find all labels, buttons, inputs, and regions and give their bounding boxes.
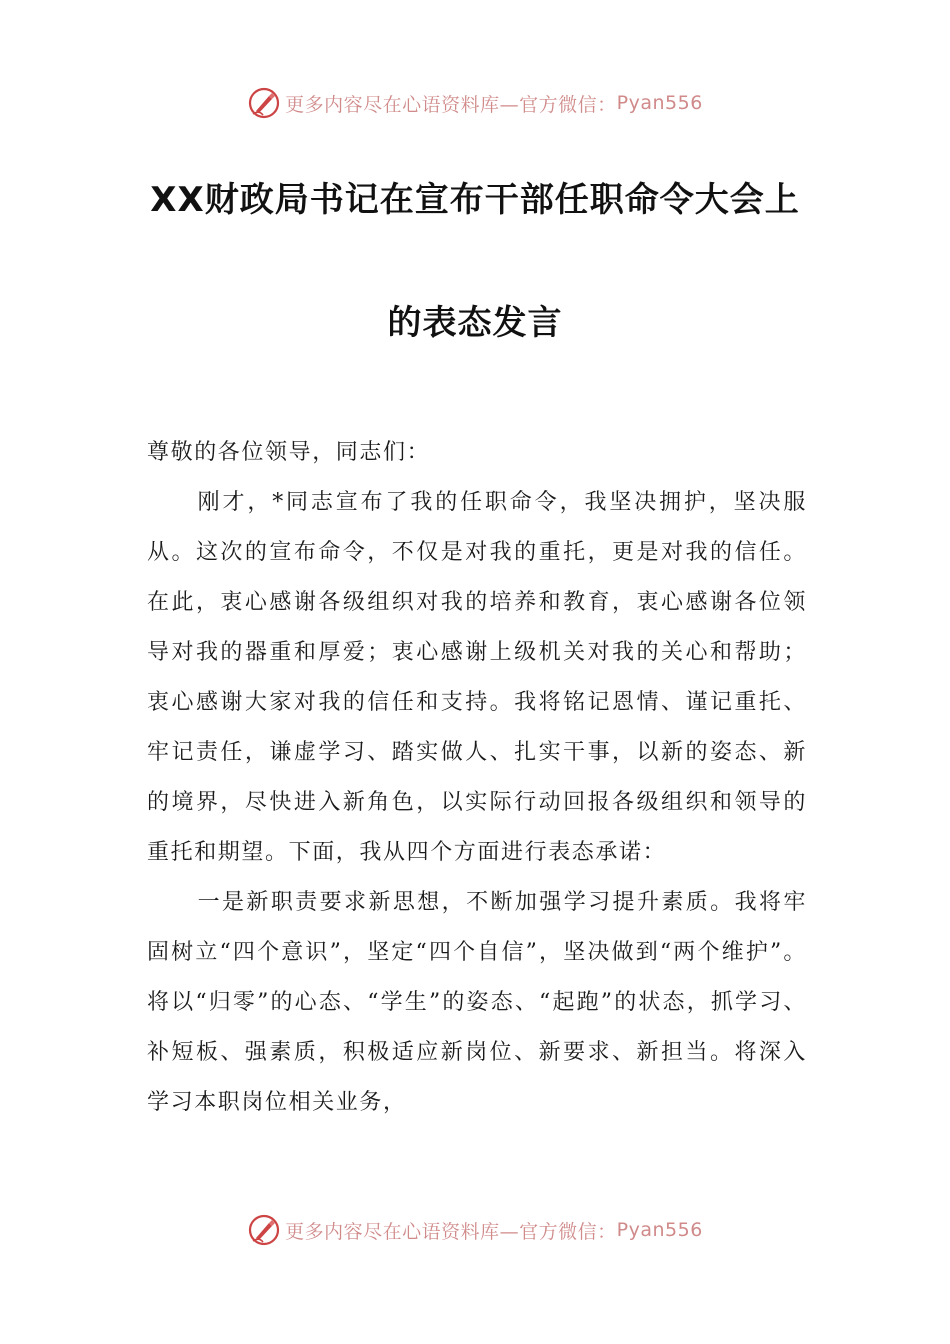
pen-logo-icon — [247, 1213, 281, 1247]
watermark-text: 更多内容尽在心语资料库—官方微信： — [285, 93, 617, 116]
footer-watermark — [0, 1210, 950, 1250]
watermark-wechat-id: Pyan556 — [616, 92, 703, 114]
pen-logo-icon — [247, 86, 281, 120]
document-title-line-2: 的表态发言 — [387, 303, 563, 343]
paragraph: 刚才，*同志宣布了我的任职命令，我坚决拥护，坚决服从。这次的宣布命令，不仅是对我的重托，更是对我的信任。在此，衷心感谢各级组织对我的培养和教育，衷心感谢各位领导对我的器重和厚爱；衷心感谢上级机关对我的关心和帮助；衷心感谢大家对我的信任和支持。我将铭记恩情、谨记重托、牢记责任，谦虚学习、踏实做人、扎实干事，以新的姿态、新的境界，尽快进入新角色，以实际行动回报各级组织和领导的重托和期望。下面，我从四个方面进行表态承诺： — [147, 490, 807, 865]
watermark-text: 更多内容尽在心语资料库—官方微信： — [285, 1220, 617, 1243]
document-body — [147, 428, 807, 1128]
document-title-line-1: XX财政局书记在宣布干部任职命令大会上 — [150, 180, 800, 220]
watermark-wechat-id: Pyan556 — [616, 1219, 703, 1241]
header-watermark — [0, 83, 950, 123]
salutation: 尊敬的各位领导，同志们： — [147, 440, 431, 465]
paragraph: 一是新职责要求新思想，不断加强学习提升素质。我将牢固树立“四个意识”，坚定“四个自信”，坚决做到“两个维护”。将以“归零”的心态、“学生”的姿态、“起跑”的状态，抓学习、补短板、强素质，积极适应新岗位、新要求、新担当。将深入学习本职岗位相关业务， — [147, 890, 807, 1115]
